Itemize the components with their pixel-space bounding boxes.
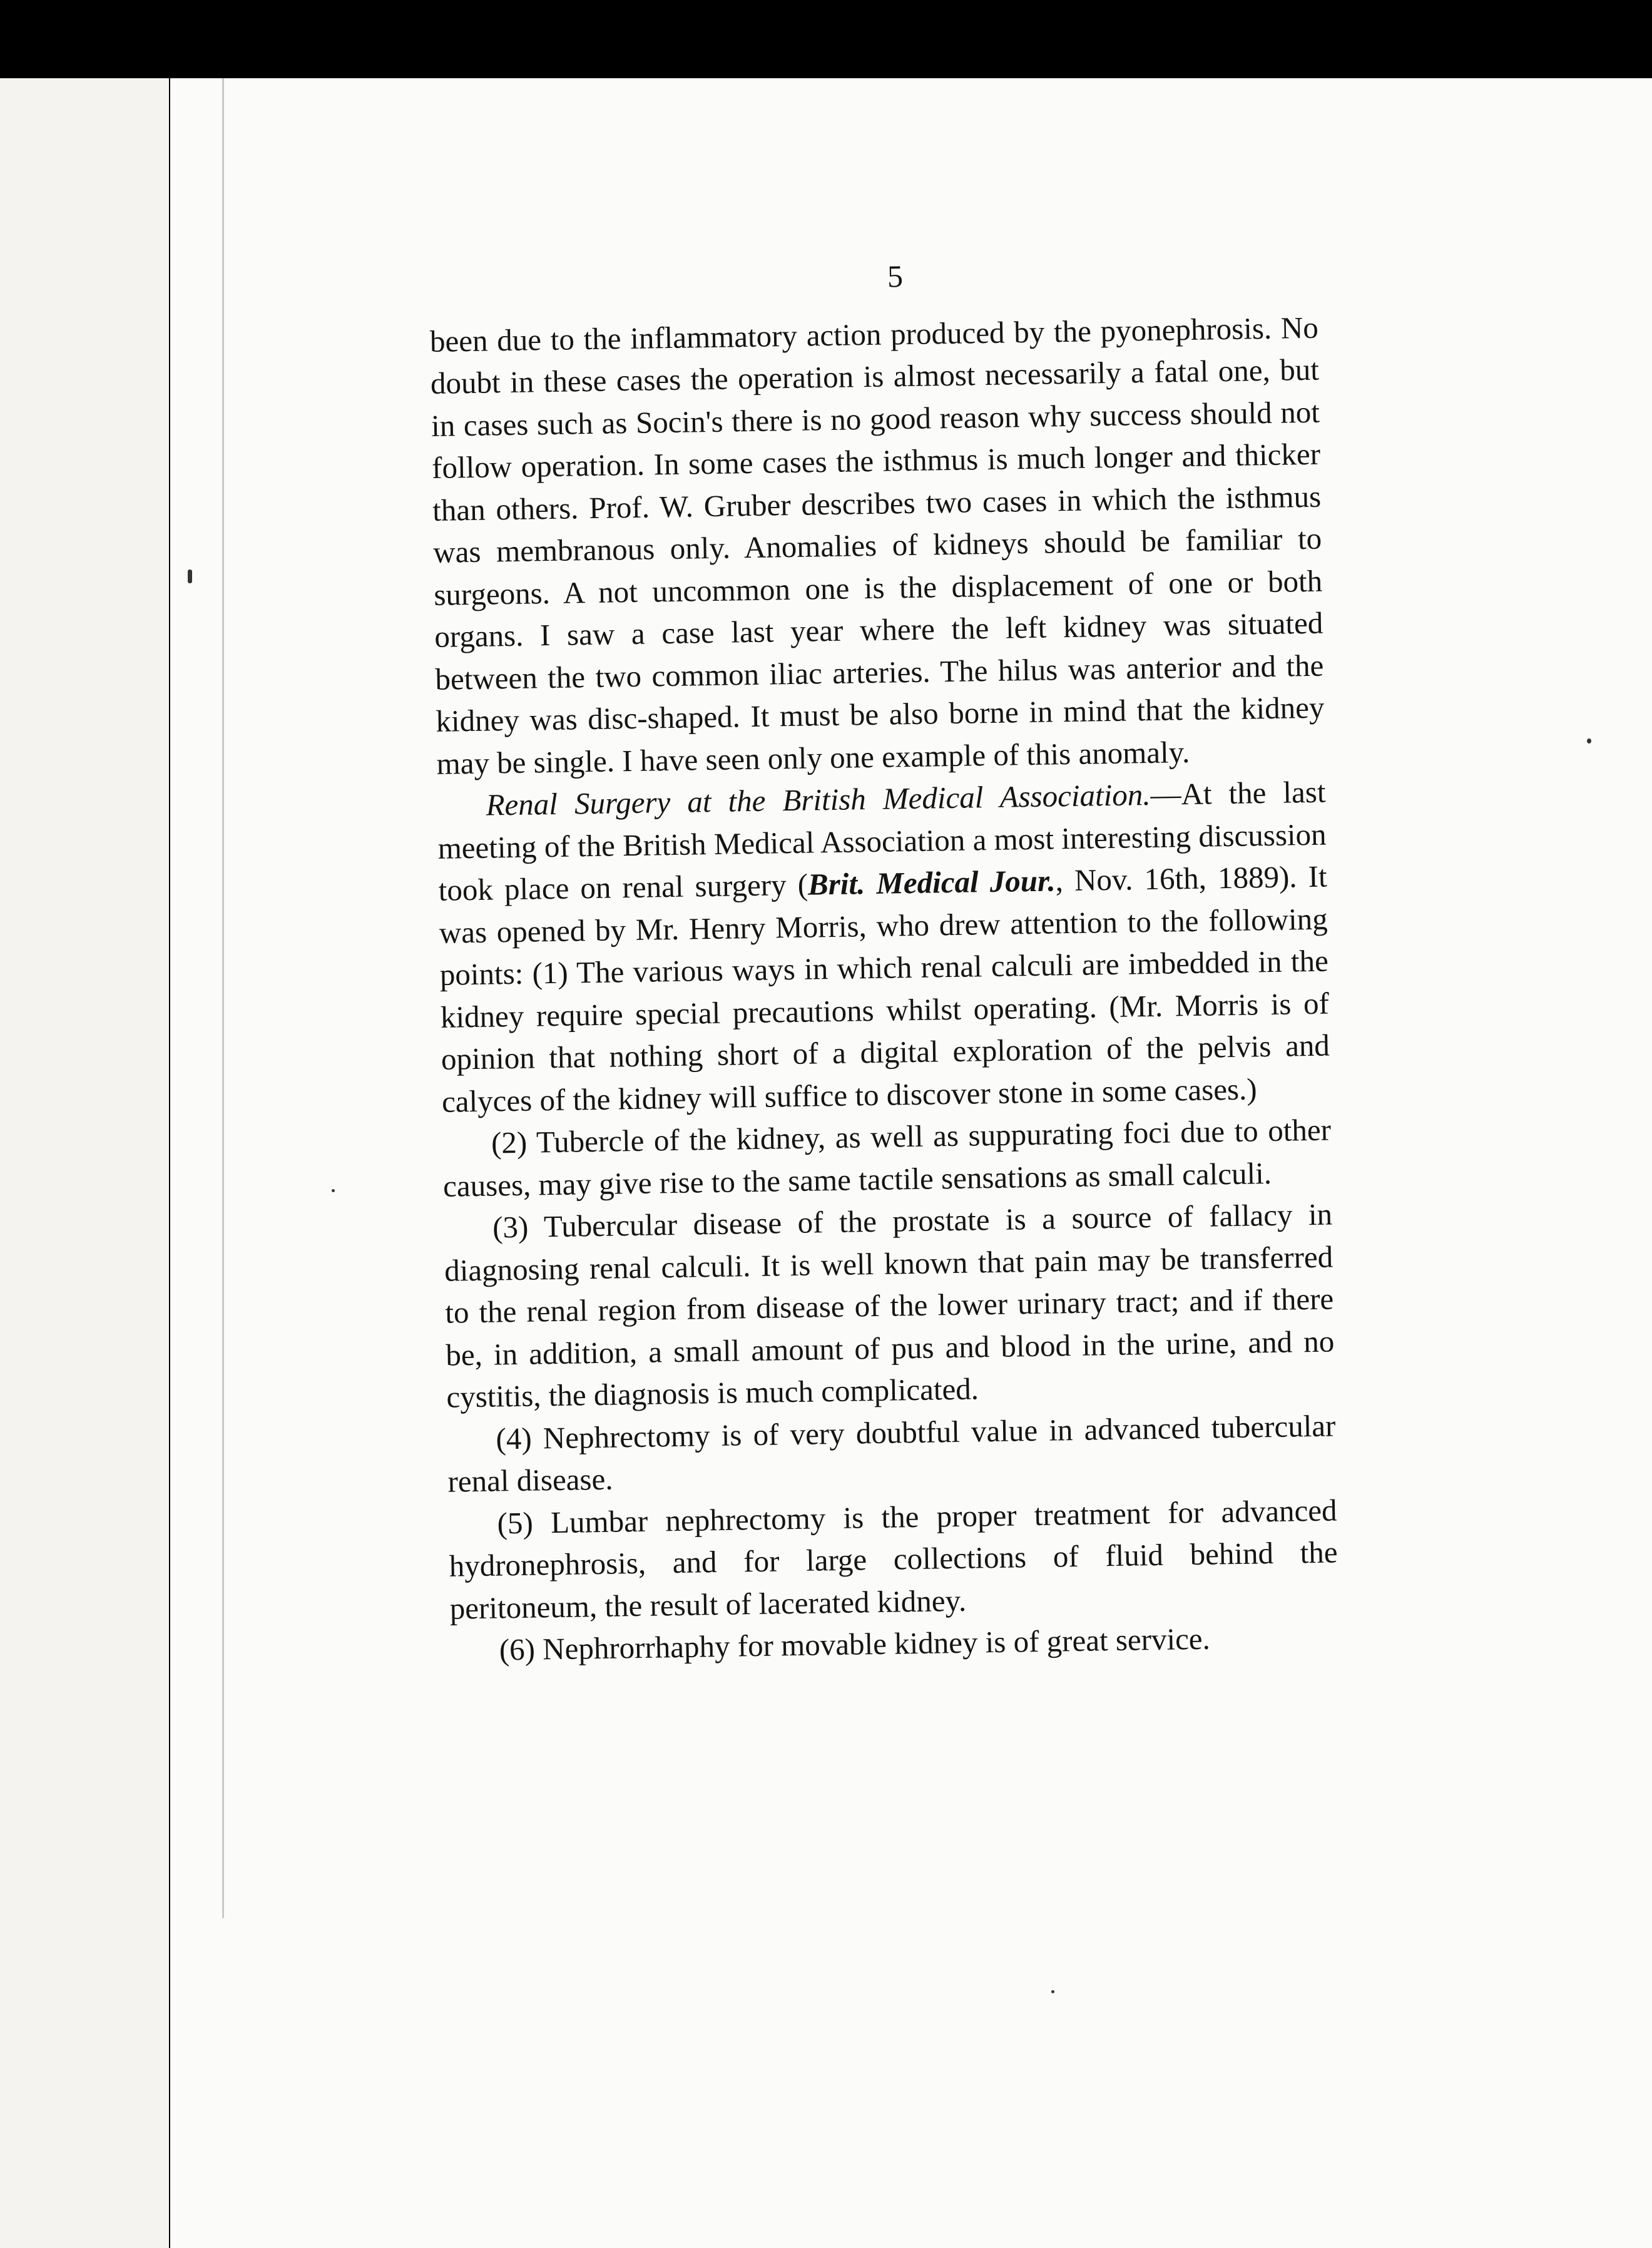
paragraph-horseshoe-kidney: been due to the inflammatory action produced by the pyonephrosis. No doubt in these cases the operation is almost necessarily a fatal one, but in cases such as Socin's there is no good reason why success should not follow operation. In some cases the isthmus is much longer and thicker than others. Prof. W. Gruber describes two cases in which the isthmus was membranous only. Anomalies of kidneys should be familiar to surgeons. A not uncommon one is the displacement of one or both organs. I saw a case last year where the left kidney was situated between the two common iliac arteries. The hilus was anterior and the kidney was disc-shaped. It must be also borne in mind that the kidney may be single. I have seen only one example of this anomaly. (429, 310, 1325, 781)
paragraph-point-4: (4) Nephrectomy is of very doubtful value in advanced tubercular renal disease. (447, 1408, 1336, 1499)
facing-page-edge (0, 78, 169, 2248)
page-gutter (222, 78, 224, 1918)
journal-citation: Brit. Medical Jour. (807, 863, 1056, 902)
paragraph-text: —At the last meeting of the British Medical Association a most interesting discussion took place on renal surgery ( (437, 774, 1327, 907)
paragraph-renal-surgery (437, 771, 1330, 1123)
paragraph-point-6: (6) Nephrorrhaphy for movable kidney is of great service. (499, 1621, 1211, 1667)
page-text (429, 249, 1339, 1672)
paragraph-point-5: (5) Lumbar nephrectomy is the proper treatment for advanced hydronephrosis, and for large collections of fluid behind the peritoneum, the result of lacerated kidney. (449, 1492, 1338, 1626)
scan-speck (188, 570, 192, 583)
paragraph-text: , Nov. 16th, 1889). It was opened by Mr. Henry Morris, who drew attention to the following points: (1) The various ways in which renal calculi are imbedded in the kidney require special precautions whilst operating. (Mr. Morris is of opinion that nothing short of a digital exploration of the pelvis and calyces of the kidney will suffice to discover stone in some cases.) (439, 859, 1330, 1119)
scan-speck (332, 1189, 335, 1192)
paragraph-point-2: (2) Tubercle of the kidney, as well as suppurating foci due to other causes, may give rise to the same tactile sensations as small calculi. (442, 1112, 1332, 1203)
page-number: 5 (887, 258, 904, 294)
scan-speck (1587, 738, 1591, 743)
scan-speck (1051, 1990, 1054, 1993)
paragraph-point-3: (3) Tubercular disease of the prostate is a source of fallacy in diagnosing renal calculi. It is well known that pain may be transferred to the renal region from disease of the lower urinary tract; and if there be, in addition, a small amount of pus and blood in the urine, and no cystitis, the diagnosis is much complicated. (444, 1197, 1335, 1414)
section-heading: Renal Surgery at the British Medical Association. (486, 777, 1151, 822)
